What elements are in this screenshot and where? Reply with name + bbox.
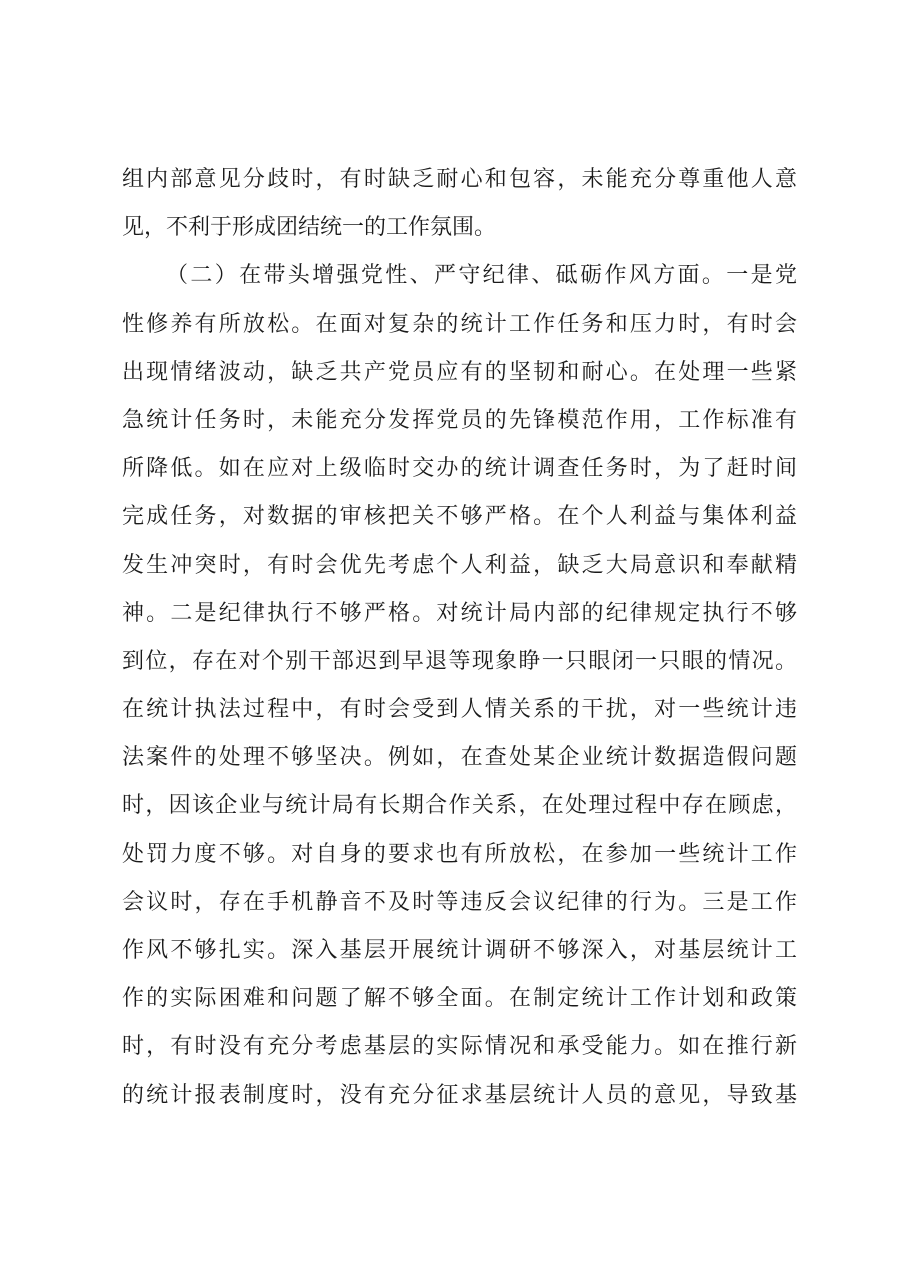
text-line: 在统计执法过程中，有时会受到人情关系的干扰，对一些统计违	[122, 697, 797, 723]
text-line: 所降低。如在应对上级临时交办的统计调查任务时，为了赶时间	[122, 456, 797, 482]
text-line: 作风不够扎实。深入基层开展统计调研不够深入，对基层统计工	[122, 938, 797, 963]
text-line: 作的实际困难和问题了解不够全面。在制定统计工作计划和政策	[122, 986, 797, 1012]
text-line: 性修养有所放松。在面对复杂的统计工作任务和压力时，有时会	[122, 311, 797, 337]
text-line: 完成任务，对数据的审核把关不够严格。在个人利益与集体利益	[122, 504, 797, 530]
text-line: 发生冲突时，有时会优先考虑个人利益，缺乏大局意识和奉献精	[122, 552, 797, 578]
text-line: 出现情绪波动，缺乏共产党员应有的坚韧和耐心。在处理一些紧	[122, 359, 797, 385]
text-line: 见，不利于形成团结统一的工作氛围。	[122, 215, 497, 241]
text-line: 时，因该企业与统计局有长期合作关系，在处理过程中存在顾虑，	[122, 793, 797, 819]
text-line: 组内部意见分歧时，有时缺乏耐心和包容，未能充分尊重他人意	[122, 167, 797, 192]
text-line: 急统计任务时，未能充分发挥党员的先锋模范作用，工作标准有	[122, 407, 797, 433]
text-line: 时，有时没有充分考虑基层的实际情况和承受能力。如在推行新	[122, 1034, 797, 1060]
text-line: 神。二是纪律执行不够严格。对统计局内部的纪律规定执行不够	[122, 600, 797, 626]
text-line: 到位，存在对个别干部迟到早退等现象睁一只眼闭一只眼的情况。	[122, 648, 797, 674]
text-line: 处罚力度不够。对自身的要求也有所放松，在参加一些统计工作	[122, 841, 797, 867]
text-line: 法案件的处理不够坚决。例如，在查处某企业统计数据造假问题	[122, 745, 797, 771]
text-line: 的统计报表制度时，没有充分征求基层统计人员的意见，导致基	[122, 1082, 797, 1108]
section-heading-line: （二）在带头增强党性、严守纪律、砥砺作风方面。一是党	[166, 263, 797, 289]
body-text	[122, 156, 797, 1120]
text-line: 会议时，存在手机静音不及时等违反会议纪律的行为。三是工作	[122, 889, 797, 915]
